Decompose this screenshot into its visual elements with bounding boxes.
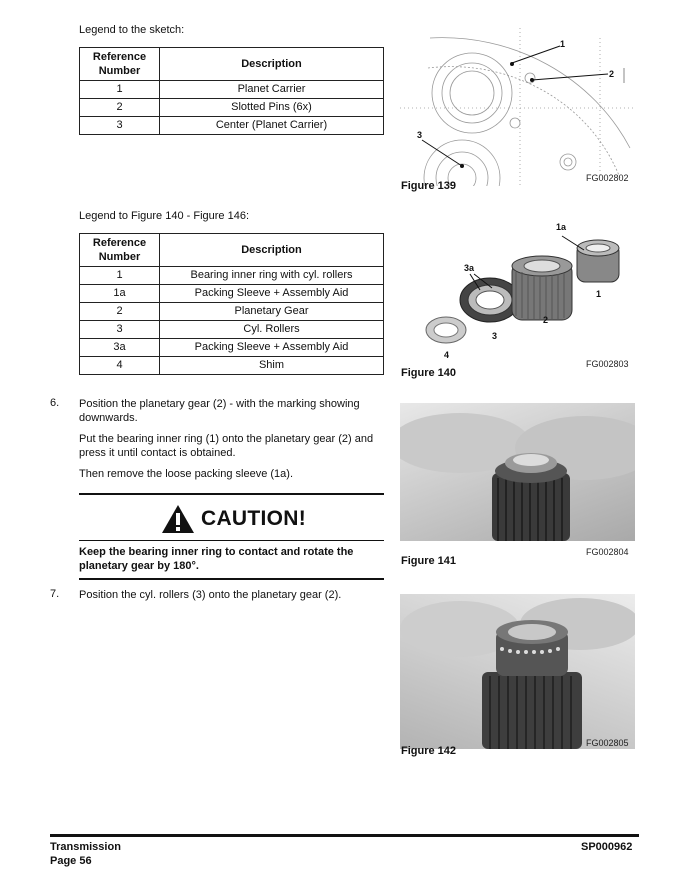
step-7-number: 7. — [50, 588, 60, 600]
callout-4: 4 — [444, 350, 450, 360]
figure-139-label: Figure 139 — [401, 180, 457, 192]
table-cell: Slotted Pins (6x) — [160, 99, 384, 117]
step-6-text-1: Position the planetary gear (2) - with the marking showing downwards. — [79, 398, 360, 424]
caution-divider-bottom — [79, 578, 384, 580]
table-cell: 1 — [80, 267, 160, 285]
callout-3: 3 — [492, 331, 498, 341]
step-7-text: Position the cyl. rollers (3) onto the planetary gear (2). — [79, 589, 342, 601]
table-cell: Planetary Gear — [160, 303, 384, 321]
table-cell: 3 — [80, 117, 160, 135]
table-cell: Planet Carrier — [160, 81, 384, 99]
figure-139-code: FG002802 — [586, 173, 629, 183]
footer-code: SP000962 — [581, 841, 633, 853]
callout-dot — [510, 62, 514, 66]
legend-sketch-title: Legend to the sketch: — [79, 24, 185, 36]
header-desc: Description — [160, 234, 384, 267]
callout-dot — [460, 164, 464, 168]
legend-fig140-title: Legend to Figure 140 - Figure 146: — [79, 210, 250, 222]
table-cell: Cyl. Rollers — [160, 321, 384, 339]
callout-2: 2 — [609, 69, 615, 79]
caution-divider-mid — [79, 540, 384, 541]
figure-140-code: FG002803 — [586, 359, 629, 369]
legend-sketch-table — [79, 47, 384, 135]
table-cell: 4 — [80, 357, 160, 375]
header-desc: Description — [160, 48, 384, 81]
figure-142-code: FG002805 — [586, 738, 629, 748]
callout-3: 3 — [417, 130, 423, 140]
figure-139-sketch — [400, 28, 635, 186]
callout-1: 1 — [596, 289, 602, 299]
callout-1a: 1a — [556, 222, 567, 232]
figure-140-label: Figure 140 — [401, 367, 457, 379]
callout-2: 2 — [543, 315, 549, 325]
figure-140-parts — [420, 232, 635, 362]
caution-divider-top — [79, 493, 384, 495]
step-6-text-3: Then remove the loose packing sleeve (1a). — [79, 468, 294, 480]
table-cell: 2 — [80, 99, 160, 117]
legend-fig140-table — [79, 233, 384, 375]
table-cell: 1 — [80, 81, 160, 99]
table-cell: Shim — [160, 357, 384, 375]
caution-text: Keep the bearing inner ring to contact and rotate the planetary gear by 180°. — [79, 546, 354, 572]
step-6-text-2: Put the bearing inner ring (1) onto the planetary gear (2) and press it until contact is obtained. — [79, 433, 374, 459]
figure-142-label: Figure 142 — [401, 745, 457, 757]
figure-141-photo — [400, 403, 635, 541]
callout-dot — [530, 78, 534, 82]
footer-page: Page 56 — [50, 855, 92, 867]
footer-section: Transmission — [50, 841, 121, 853]
table-cell: 3a — [80, 339, 160, 357]
header-ref: Reference Number — [80, 234, 160, 267]
figure-141-label: Figure 141 — [401, 555, 457, 567]
warning-icon — [160, 503, 196, 535]
table-cell: Packing Sleeve + Assembly Aid — [160, 285, 384, 303]
table-cell: Center (Planet Carrier) — [160, 117, 384, 135]
callout-1: 1 — [560, 39, 566, 49]
figure-142-photo — [400, 594, 635, 749]
caution-title: CAUTION! — [201, 507, 307, 530]
table-cell: Bearing inner ring with cyl. rollers — [160, 267, 384, 285]
header-ref: Reference Number — [80, 48, 160, 81]
footer-rule — [50, 834, 639, 837]
table-cell: 1a — [80, 285, 160, 303]
figure-141-code: FG002804 — [586, 547, 629, 557]
callout-3a: 3a — [464, 263, 475, 273]
table-cell: Packing Sleeve + Assembly Aid — [160, 339, 384, 357]
table-cell: 2 — [80, 303, 160, 321]
table-cell: 3 — [80, 321, 160, 339]
step-6-number: 6. — [50, 397, 60, 409]
